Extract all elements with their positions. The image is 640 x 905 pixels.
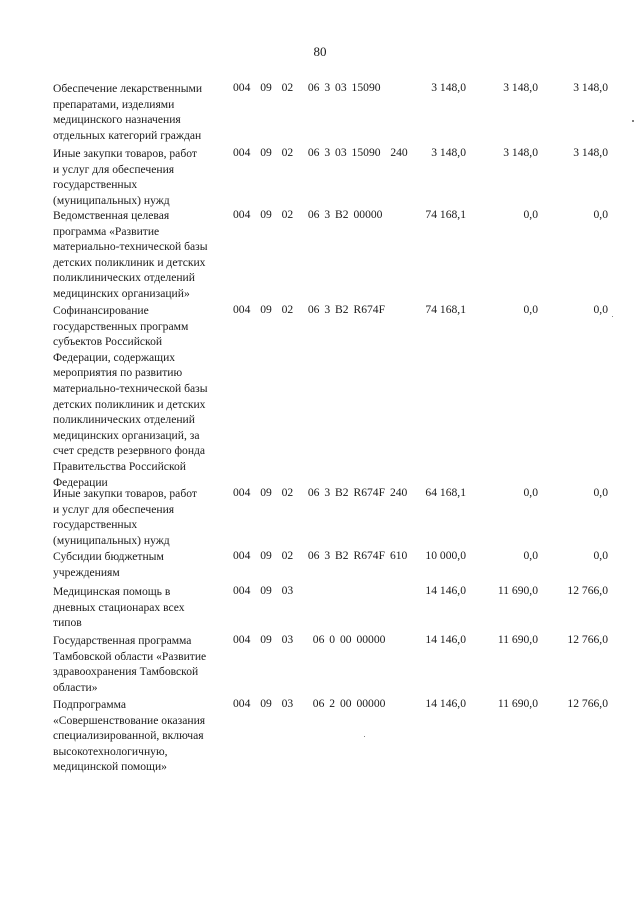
row-value-3: 12 766,0 (567, 697, 608, 710)
row-name: Медицинская помощь в дневных стационарах всех типов (53, 585, 185, 630)
row-value-1: 3 148,0 (431, 81, 466, 94)
row-value-1: 14 146,0 (425, 633, 466, 646)
row-codes: 004 09 02 06 3 B2 R674F 240 (233, 486, 408, 499)
row-value-2: 0,0 (523, 303, 538, 316)
row-value-1: 74 168,1 (425, 303, 466, 316)
row-name: Обеспечение лекарственными препаратами, изделиями медицинского назначения отдельных категорий граждан (53, 82, 203, 142)
row-value-1: 74 168,1 (425, 208, 466, 221)
row-value-2: 3 148,0 (503, 146, 538, 159)
row-value-3: 0,0 (593, 303, 608, 316)
scan-speck (632, 120, 634, 122)
row-value-3: 12 766,0 (567, 584, 608, 597)
row-value-3: 0,0 (593, 549, 608, 562)
row-value-2: 0,0 (523, 549, 538, 562)
row-codes: 004 09 03 06 0 00 00000 (233, 633, 386, 646)
row-value-2: 11 690,0 (497, 697, 538, 710)
row-name: Субсидии бюджетным учреждениям (53, 550, 164, 579)
row-value-1: 10 000,0 (425, 549, 466, 562)
row-value-1: 14 146,0 (425, 697, 466, 710)
row-value-1: 3 148,0 (431, 146, 466, 159)
row-value-1: 64 168,1 (425, 486, 466, 499)
row-name: Софинансирование государственных программ субъектов Российской Федерации, содержащих мероприятия по развитию материально-технической базы детских поликлиник и детских поликлинических отделений медицинских организаций, за счет средств резервного фонда Правительства Российской Федерации (53, 304, 208, 489)
row-value-2: 3 148,0 (503, 81, 538, 94)
row-codes: 004 09 02 06 3 B2 00000 (233, 208, 383, 221)
row-value-3: 0,0 (593, 208, 608, 221)
row-codes: 004 09 03 06 2 00 00000 (233, 697, 386, 710)
row-name: Ведомственная целевая программа «Развитие материально-технической базы детских поликлиник и детских поликлинических отделений медицинских организаций» (53, 209, 208, 300)
row-value-3: 0,0 (593, 486, 608, 499)
row-value-3: 3 148,0 (573, 81, 608, 94)
row-name: Государственная программа Тамбовской области «Развитие здравоохранения Тамбовской области» (53, 634, 207, 694)
row-value-2: 11 690,0 (497, 633, 538, 646)
row-name: Иные закупки товаров, работ и услуг для обеспечения государственных (муниципальных) нужд (53, 487, 197, 547)
row-value-1: 14 146,0 (425, 584, 466, 597)
row-codes: 004 09 02 06 3 03 15090 (233, 81, 381, 94)
row-codes: 004 09 03 (233, 584, 294, 597)
row-codes: 004 09 02 06 3 03 15090 240 (233, 146, 408, 159)
row-value-3: 3 148,0 (573, 146, 608, 159)
row-value-2: 11 690,0 (497, 584, 538, 597)
scan-speck (612, 316, 613, 317)
row-name: Иные закупки товаров, работ и услуг для обеспечения государственных (муниципальных) нужд (53, 147, 197, 207)
row-value-2: 0,0 (523, 208, 538, 221)
row-value-3: 12 766,0 (567, 633, 608, 646)
row-value-2: 0,0 (523, 486, 538, 499)
page-number: 80 (313, 44, 327, 59)
row-codes: 004 09 02 06 3 B2 R674F (233, 303, 386, 316)
scan-speck (364, 736, 365, 737)
row-codes: 004 09 02 06 3 B2 R674F 610 (233, 549, 408, 562)
row-name: Подпрограмма «Совершенствование оказания специализированной, включая высокотехнологичную, медицинской помощи» (53, 698, 206, 774)
